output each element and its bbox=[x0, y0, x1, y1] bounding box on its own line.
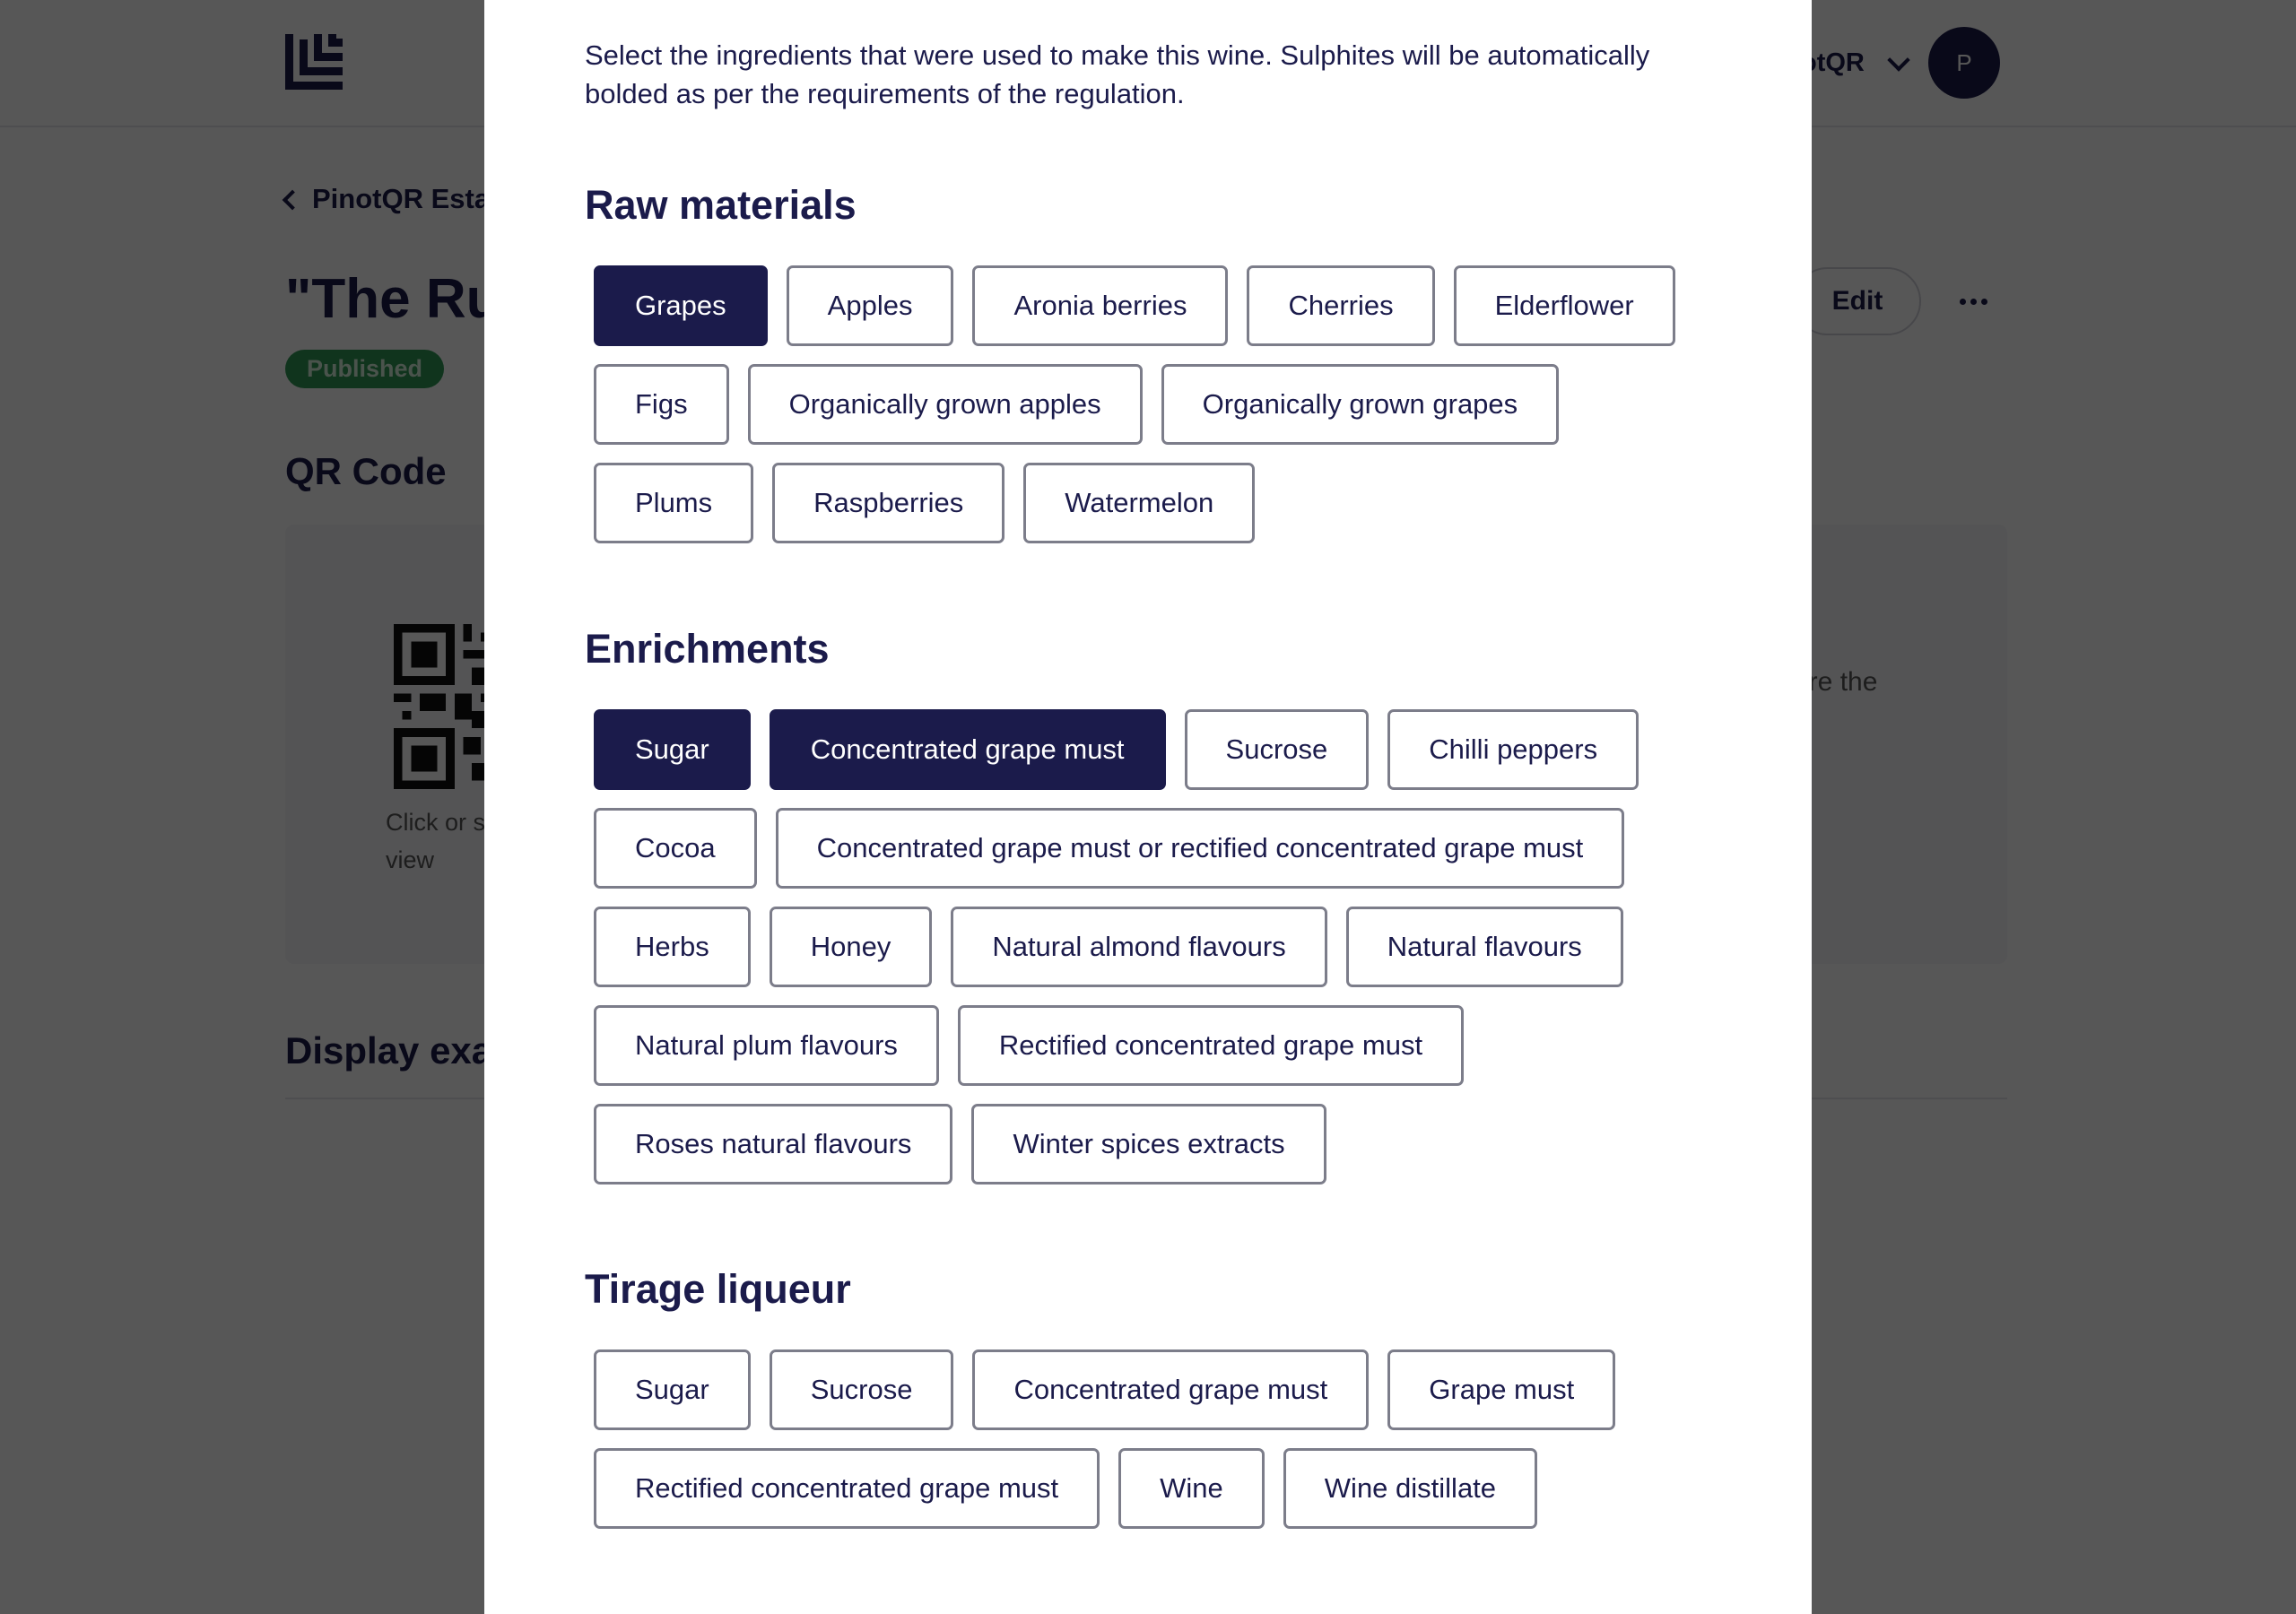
option-chip-honey[interactable]: Honey bbox=[770, 907, 933, 987]
tirage-liqueur-options bbox=[594, 1349, 1724, 1529]
option-chip-sucrose[interactable]: Sucrose bbox=[770, 1349, 954, 1430]
option-chip-concentrated-grape-must[interactable]: Concentrated grape must bbox=[770, 709, 1166, 790]
option-chip-organically-grown-grapes[interactable]: Organically grown grapes bbox=[1161, 364, 1560, 445]
option-chip-sugar[interactable]: Sugar bbox=[594, 709, 751, 790]
option-chip-natural-plum-flavours[interactable]: Natural plum flavours bbox=[594, 1005, 939, 1086]
option-chip-concentrated-grape-must-or-rectified-concentrated-grape-must[interactable]: Concentrated grape must or rectified concentrated grape must bbox=[776, 808, 1625, 889]
option-chip-grapes[interactable]: Grapes bbox=[594, 265, 768, 346]
option-chip-winter-spices-extracts[interactable]: Winter spices extracts bbox=[971, 1104, 1326, 1184]
group-title-raw-materials: Raw materials bbox=[585, 182, 857, 228]
option-chip-organically-grown-apples[interactable]: Organically grown apples bbox=[748, 364, 1143, 445]
option-chip-raspberries[interactable]: Raspberries bbox=[772, 463, 1004, 543]
option-chip-elderflower[interactable]: Elderflower bbox=[1454, 265, 1675, 346]
option-chip-roses-natural-flavours[interactable]: Roses natural flavours bbox=[594, 1104, 952, 1184]
option-chip-rectified-concentrated-grape-must[interactable]: Rectified concentrated grape must bbox=[594, 1448, 1100, 1529]
option-chip-natural-almond-flavours[interactable]: Natural almond flavours bbox=[951, 907, 1326, 987]
group-title-tirage-liqueur: Tirage liqueur bbox=[585, 1266, 851, 1312]
option-chip-aronia-berries[interactable]: Aronia berries bbox=[972, 265, 1228, 346]
group-title-enrichments: Enrichments bbox=[585, 626, 830, 672]
option-chip-watermelon[interactable]: Watermelon bbox=[1023, 463, 1255, 543]
option-chip-herbs[interactable]: Herbs bbox=[594, 907, 751, 987]
option-chip-plums[interactable]: Plums bbox=[594, 463, 753, 543]
option-chip-wine[interactable]: Wine bbox=[1118, 1448, 1265, 1529]
raw-materials-options bbox=[594, 265, 1724, 543]
option-chip-chilli-peppers[interactable]: Chilli peppers bbox=[1387, 709, 1639, 790]
option-chip-natural-flavours[interactable]: Natural flavours bbox=[1346, 907, 1623, 987]
option-chip-grape-must[interactable]: Grape must bbox=[1387, 1349, 1615, 1430]
option-chip-wine-distillate[interactable]: Wine distillate bbox=[1283, 1448, 1537, 1529]
option-chip-cherries[interactable]: Cherries bbox=[1247, 265, 1434, 346]
option-chip-cocoa[interactable]: Cocoa bbox=[594, 808, 757, 889]
option-chip-rectified-concentrated-grape-must[interactable]: Rectified concentrated grape must bbox=[958, 1005, 1464, 1086]
enrichments-options bbox=[594, 709, 1724, 1184]
option-chip-figs[interactable]: Figs bbox=[594, 364, 729, 445]
option-chip-sucrose[interactable]: Sucrose bbox=[1185, 709, 1370, 790]
ingredients-modal bbox=[484, 0, 1812, 1614]
option-chip-concentrated-grape-must[interactable]: Concentrated grape must bbox=[972, 1349, 1369, 1430]
option-chip-apples[interactable]: Apples bbox=[787, 265, 954, 346]
modal-intro-text: Select the ingredients that were used to make this wine. Sulphites will be automatically bolded as per the requirements of the regulation. bbox=[585, 39, 1650, 109]
option-chip-sugar[interactable]: Sugar bbox=[594, 1349, 751, 1430]
